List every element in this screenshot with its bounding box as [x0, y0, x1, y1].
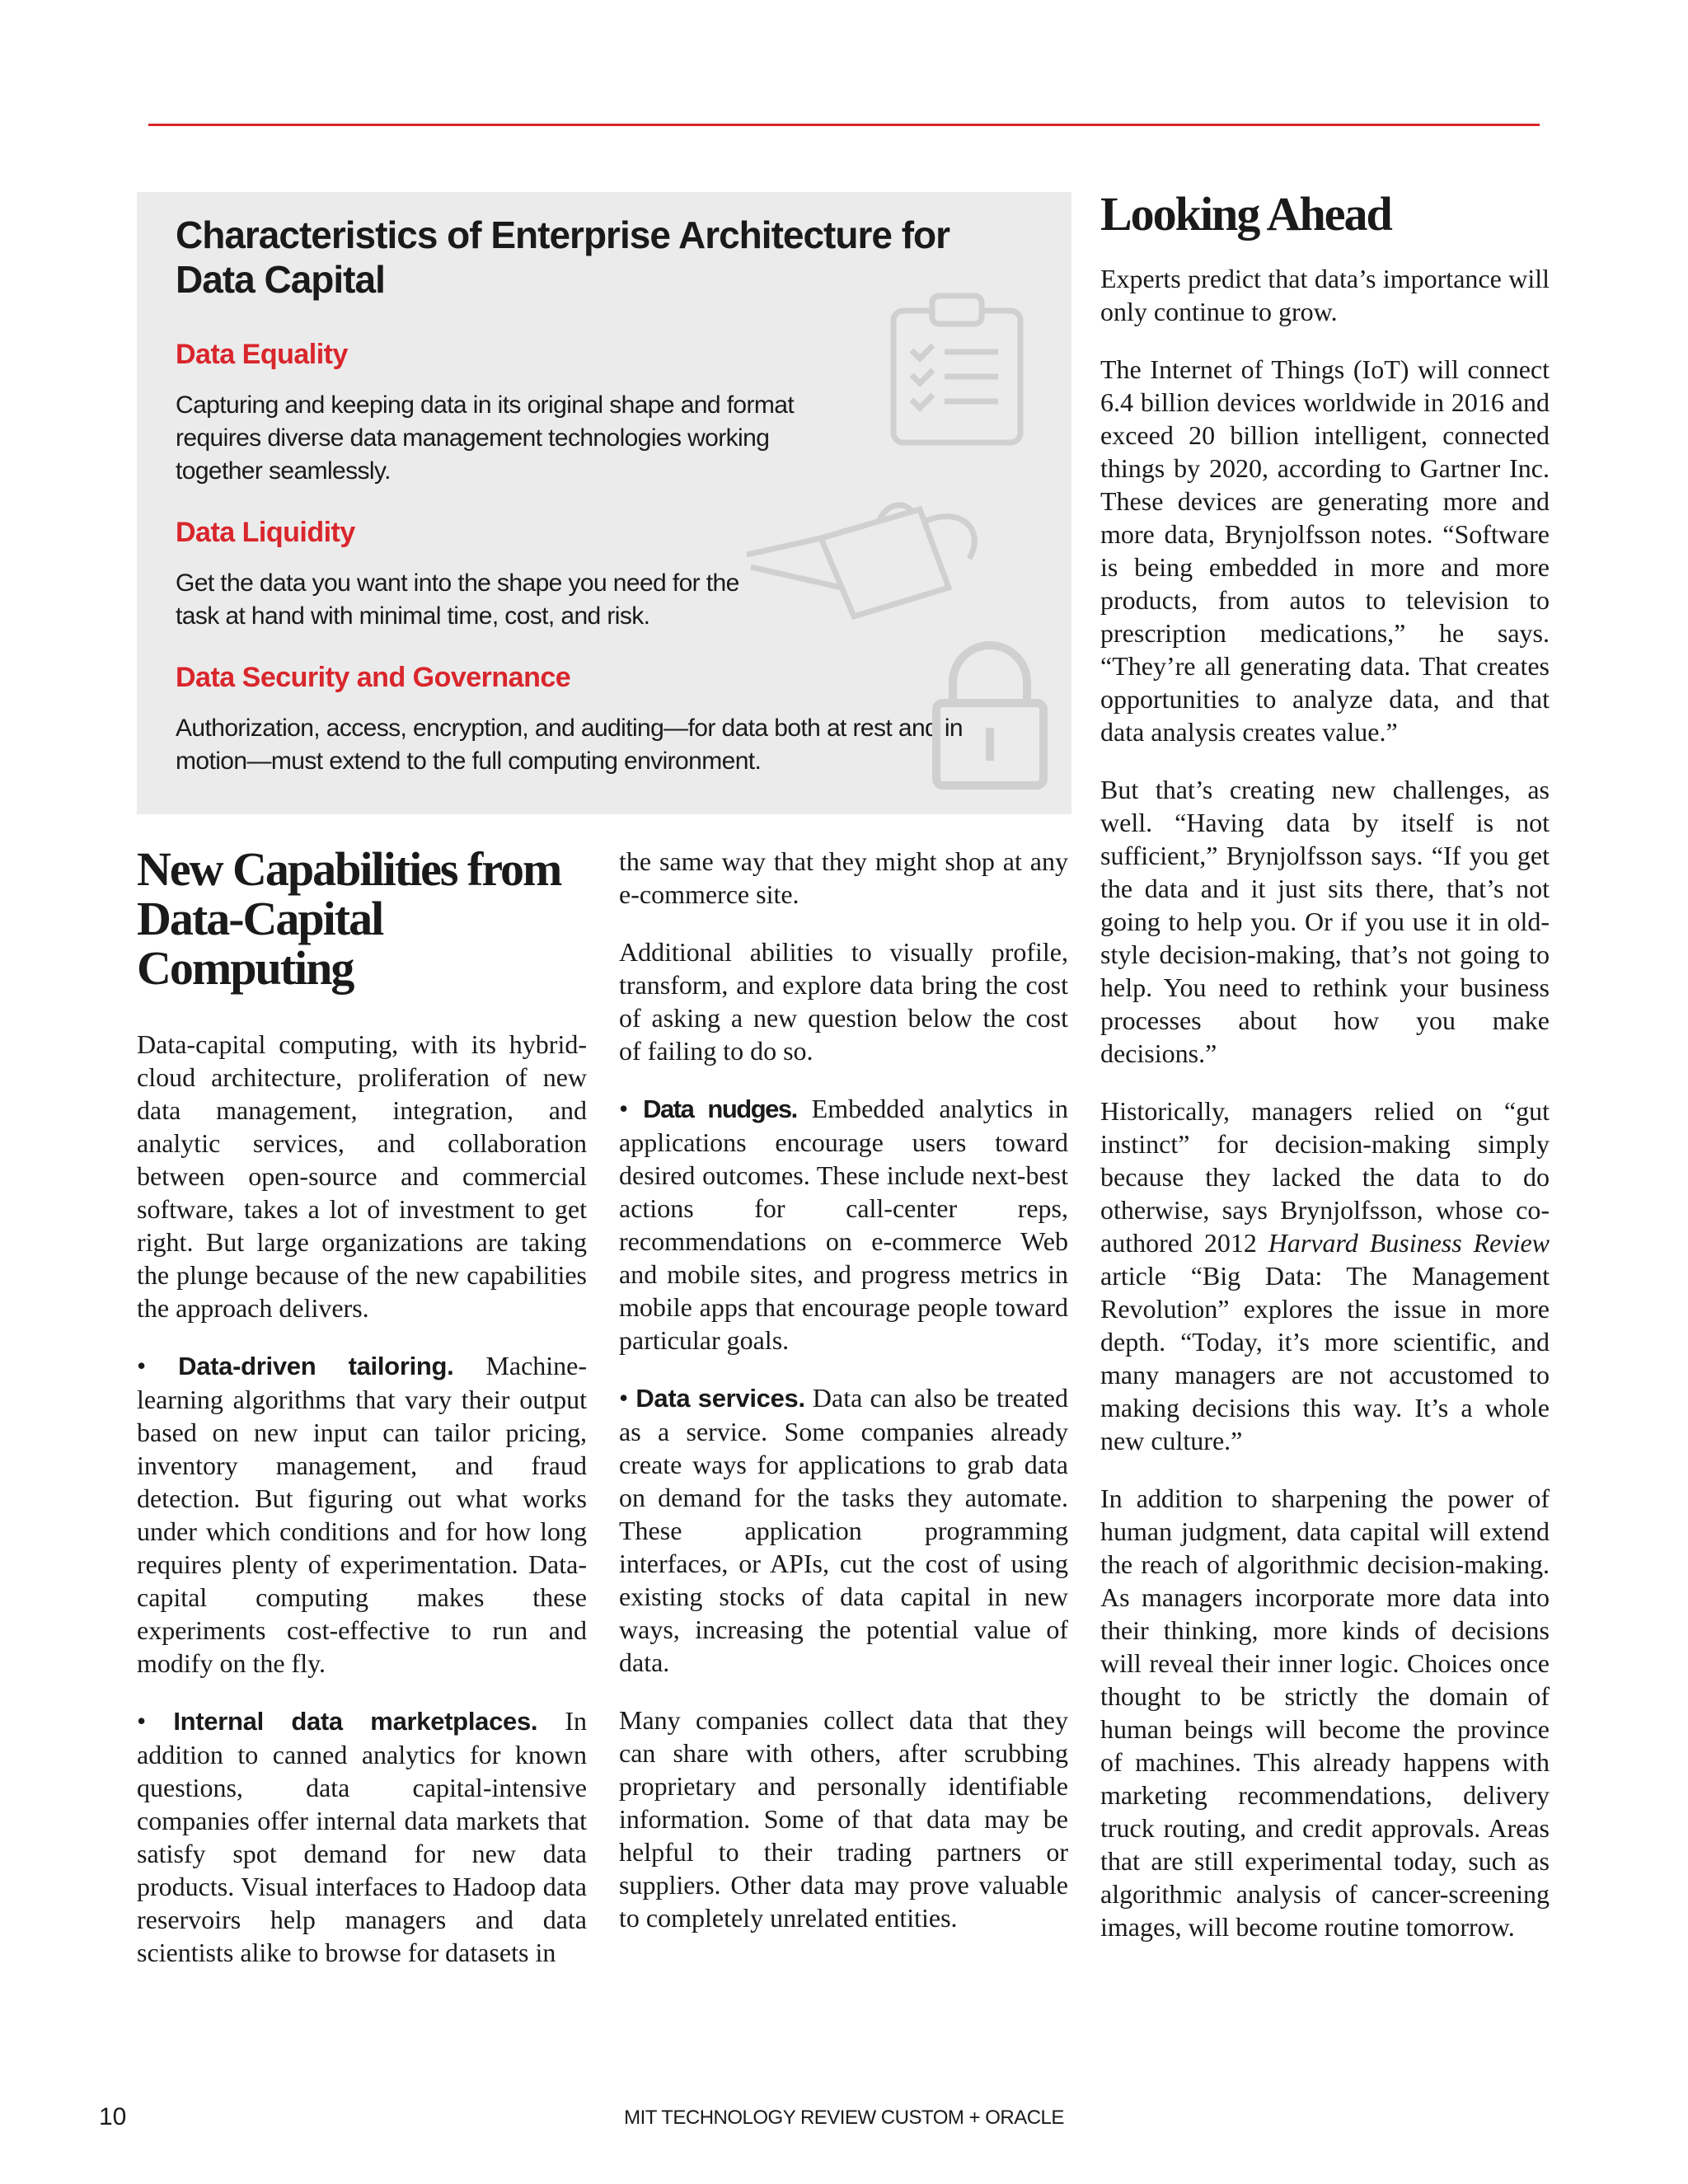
paragraph-iot: The Internet of Things (IoT) will connect 6.4 billion devices worldwide in 2016 and exceed 20 billion intelligent, connected things by 2020, according to Gartner Inc. These devices are generating more and more data, Brynjolfsson notes. “Software is being embedded in more and more products, from autos to television to prescription medications,” he says. “They’re all generating data. That creates opportunities to analyze data, and that data analysis creates value.” — [1100, 354, 1550, 747]
sidebar-box — [137, 192, 1071, 814]
watering-can-icon — [730, 497, 1002, 629]
bullet-label: Data services. — [635, 1384, 805, 1413]
paragraph-text: article “Big Data: The Management Revolution” explores the issue in more depth. “Today, it’s more scientific, and many managers are not accustomed to making decisions this way. It’s a whole new culture.” — [1100, 1261, 1550, 1455]
sidebar-heading-data-equality: Data Equality — [176, 339, 348, 370]
bullet-label: Internal data marketplaces. — [173, 1707, 538, 1736]
paragraph-visual-profile: Additional abilities to visually profile, transform, and explore data bring the cost of asking a new question below the cost of failing to do so. — [619, 937, 1068, 1066]
section-heading-new-capabilities: New Capabilities from Data-Capital Computing — [137, 842, 561, 995]
publication-title: Harvard Business Review — [1268, 1228, 1550, 1258]
bullet-label: Data-driven tailoring. — [178, 1352, 454, 1380]
sidebar-heading-data-liquidity: Data Liquidity — [176, 517, 355, 548]
bullet-text: Data can also be treated as a service. Some companies already create ways for applications to grab data on demand for the tasks they automate. These application programming interfaces, or APIs, cut the cost of using existing stocks of data capital in new ways, increasing the potential value of data. — [619, 1383, 1069, 1677]
sidebar-title: Characteristics of Enterprise Architecture for Data Capital — [176, 213, 950, 301]
top-rule — [148, 124, 1540, 126]
sidebar-text-data-security: Authorization, access, encryption, and auditing—for data both at rest and in motion—must extend to the full computing environment. — [176, 715, 964, 775]
paragraph-text: Historically, managers relied on “gut instinct” for decision-making simply because they lacked the data to do otherwise, says Brynjolfsson, whose co-authored 2012 — [1100, 1096, 1550, 1258]
padlock-icon — [928, 637, 1052, 794]
bullet-internal-data-marketplaces: • Internal data marketplaces. In addition to canned analytics for known questions, data capital-intensive companies offer internal data markets that satisfy spot demand for new data products. Visual interfaces to Hadoop data reservoirs help managers and data scientists alike to browse for datasets in — [137, 1706, 587, 1967]
bullet-data-driven-tailoring: • Data-driven tailoring. Machine-learning algorithms that vary their output based on new input can tailor pricing, inventory management, and fraud detection. But figuring out what works under which conditions and for how long requires plenty of experimentation. Data-capital computing makes these experiments cost-effective to run and modify on the fly. — [137, 1351, 588, 1678]
bullet-data-nudges: • Data nudges. Embedded analytics in applications encourage users toward desired outcomes. These include next-best actions for call-center reps, recommendations on e-commerce Web and mobile sites, and progress metrics in mobile apps that encourage people toward particular goals. — [619, 1094, 1068, 1355]
column-2 — [619, 845, 1068, 1959]
intro-paragraph: Data-capital computing, with its hybrid-cloud architecture, proliferation of new data management, integration, and analytic services, and collaboration between open-source and commercial software, takes a lot of investment to get right. But large organizations are taking the plunge because of the new capabilities the approach delivers. — [137, 1029, 587, 1323]
clipboard-checklist-icon — [887, 291, 1027, 448]
paragraph-challenges: But that’s creating new challenges, as well. “Having data by itself is not sufficient,” Brynjolfsson says. “If you get the data and it just sits there, that’s not going to help you. Or if you use it in old-style decision-making, that’s not going to help. You need to rethink your business processes about how you make decisions.” — [1100, 775, 1550, 1068]
paragraph-data-sharing: Many companies collect data that they can share with others, after scrubbing proprietary and personally identifiable information. Some of that data may be helpful to their trading partners or suppliers. Other data may prove valuable to completely unrelated entities. — [619, 1705, 1068, 1933]
section-heading-looking-ahead: Looking Ahead — [1100, 187, 1391, 241]
bullet-label: Data nudges. — [643, 1094, 797, 1123]
bullet-text: Machine-learning algorithms that vary their output based on new input can tailor pricing, inventory management, and fraud detection. But figuring out what works under which conditions and for how long requires plenty of experimentation. Data-capital computing makes these experiments cost-effective to run and modify on the fly. — [137, 1351, 588, 1678]
sidebar-text-data-equality: Capturing and keeping data in its original shape and format requires diverse data management technologies working together seamlessly. — [176, 391, 795, 485]
paragraph-experts: Experts predict that data’s importance will only continue to grow. — [1100, 264, 1550, 326]
page-number: 10 — [99, 2103, 127, 2130]
bullet-data-services: • Data services. Data can also be treated as a service. Some companies already create ways for applications to grab data on demand for the tasks they automate. These application programming interfaces, or APIs, cut the cost of using existing stocks of data capital in new ways, increasing the potential value of data. — [619, 1383, 1069, 1677]
column-3 — [1100, 187, 1550, 1968]
column-1 — [137, 842, 588, 1969]
bullet-continuation: the same way that they might shop at any e-commerce site. — [619, 846, 1068, 909]
sidebar-heading-data-security: Data Security and Governance — [176, 662, 571, 693]
bullet-text: In addition to canned analytics for known questions, data capital-intensive companies offer internal data markets that satisfy spot demand for new data products. Visual interfaces to Hadoop data reservoirs help managers and data scientists alike to browse for datasets in — [137, 1706, 587, 1967]
footer-publication: MIT TECHNOLOGY REVIEW CUSTOM + ORACLE — [624, 2107, 1064, 2129]
sidebar-text-data-liquidity: Get the data you want into the shape you need for the task at hand with minimal time, cost, and risk. — [176, 569, 739, 630]
paragraph-historically — [1100, 1094, 1550, 1457]
bullet-text: Embedded analytics in applications encourage users toward desired outcomes. These include next-best actions for call-center reps, recommendations on e-commerce Web and mobile sites, and progress metrics in mobile apps that encourage people toward particular goals. — [619, 1094, 1068, 1355]
paragraph-algorithmic: In addition to sharpening the power of human judgment, data capital will extend the reach of algorithmic decision-making. As managers incorporate more data into their thinking, more kinds of decisions will reveal their inner logic. Choices once thought to be strictly the domain of human beings will become the province of machines. This already happens with marketing recommendations, delivery truck routing, and credit approvals. Areas that are still experimental today, such as algorithmic analysis of cancer-screening images, will become routine tomorrow. — [1100, 1483, 1550, 1942]
